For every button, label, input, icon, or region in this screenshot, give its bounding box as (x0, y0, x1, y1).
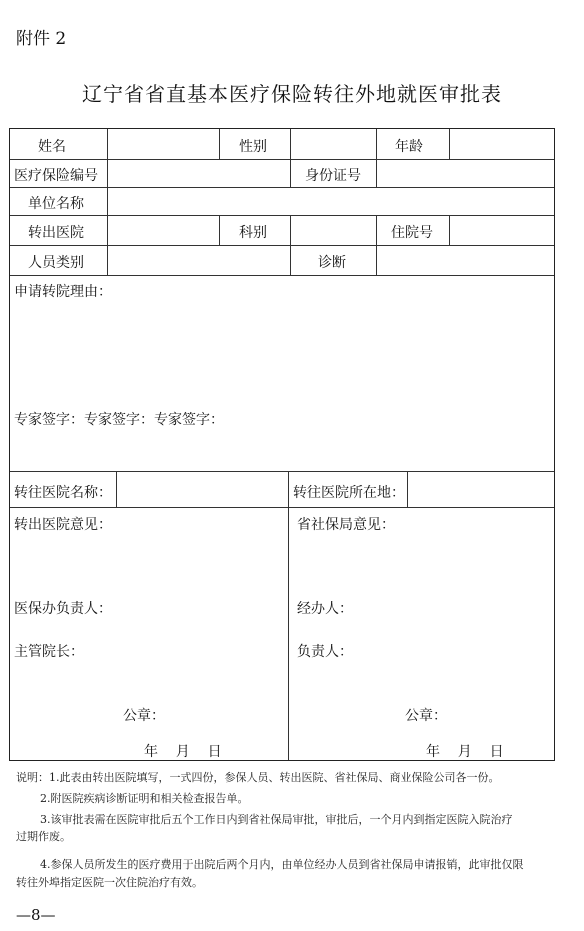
col-divider (107, 215, 108, 245)
col-divider (376, 159, 377, 187)
col-divider (107, 187, 108, 215)
col-divider (290, 159, 291, 187)
to-hospital-name-label: 转往医院名称： (14, 485, 112, 501)
col-divider (376, 215, 377, 245)
note-line-3-continued: 过期作废。 (16, 830, 71, 843)
expert-signatures-label: 专家签字：专家签字：专家签字： (14, 412, 224, 428)
date-left-label: 年 月 日 (144, 744, 222, 760)
col-divider (376, 245, 377, 275)
seal-left-label: 公章： (123, 708, 165, 724)
province-bureau-opinion-label: 省社保局意见： (297, 517, 395, 533)
id-no-label: 身份证号 (305, 168, 361, 184)
note-line-1: 说明：1.此表由转出医院填写，一式四份，参保人员、转出医院、省社保局、商业保险公司各一份。 (16, 771, 500, 784)
col-divider (449, 215, 450, 245)
person-type-label: 人员类别 (28, 255, 84, 271)
name-label: 姓名 (38, 139, 66, 155)
col-divider (116, 471, 117, 507)
col-divider (449, 129, 450, 159)
col-divider (107, 159, 108, 187)
row-divider (10, 159, 554, 160)
person-in-charge-label: 负责人： (297, 644, 353, 660)
col-divider (219, 129, 220, 159)
row-divider (10, 275, 554, 276)
row-divider (10, 187, 554, 188)
from-hospital-opinion-label: 转出医院意见： (14, 517, 112, 533)
gender-label: 性别 (239, 139, 267, 155)
age-label: 年龄 (395, 139, 423, 155)
col-divider (290, 215, 291, 245)
row-divider (10, 471, 554, 472)
page-title: 辽宁省省直基本医疗保险转往外地就医审批表 (82, 82, 502, 106)
admission-no-label: 住院号 (391, 225, 433, 241)
note-line-3: 3.该审批表需在医院审批后五个工作日内到省社保局审批，审批后，一个月内到指定医院入院治疗 (40, 813, 513, 826)
seal-right-label: 公章： (405, 708, 447, 724)
department-label: 科别 (239, 225, 267, 241)
approval-form-table (9, 128, 555, 761)
to-hospital-location-label: 转往医院所在地： (293, 485, 405, 501)
director-label: 主管院长： (14, 644, 84, 660)
row-divider (10, 507, 554, 508)
col-divider (288, 471, 289, 507)
insurance-no-label: 医疗保险编号 (14, 168, 98, 184)
transfer-reason-label: 申请转院理由： (14, 284, 112, 300)
col-divider (376, 129, 377, 159)
col-divider (288, 507, 289, 760)
col-divider (219, 215, 220, 245)
insurance-office-head-label: 医保办负责人： (14, 601, 112, 617)
col-divider (290, 245, 291, 275)
col-divider (407, 471, 408, 507)
note-line-2: 2.附医院疾病诊断证明和相关检查报告单。 (40, 792, 249, 805)
col-divider (290, 129, 291, 159)
note-line-4: 4.参保人员所发生的医疗费用于出院后两个月内，由单位经办人员到省社保局申请报销，此审批仅限 (40, 858, 524, 871)
date-right-label: 年 月 日 (426, 744, 504, 760)
attachment-label: 附件 2 (16, 29, 67, 49)
from-hospital-label: 转出医院 (28, 225, 84, 241)
row-divider (10, 245, 554, 246)
row-divider (10, 215, 554, 216)
handler-label: 经办人： (297, 601, 353, 617)
diagnosis-label: 诊断 (318, 255, 346, 271)
note-line-4-continued: 转往外埠指定医院一次住院治疗有效。 (16, 876, 203, 889)
col-divider (107, 245, 108, 275)
col-divider (107, 129, 108, 159)
employer-label: 单位名称 (28, 196, 84, 212)
page-number: —8— (16, 906, 56, 924)
